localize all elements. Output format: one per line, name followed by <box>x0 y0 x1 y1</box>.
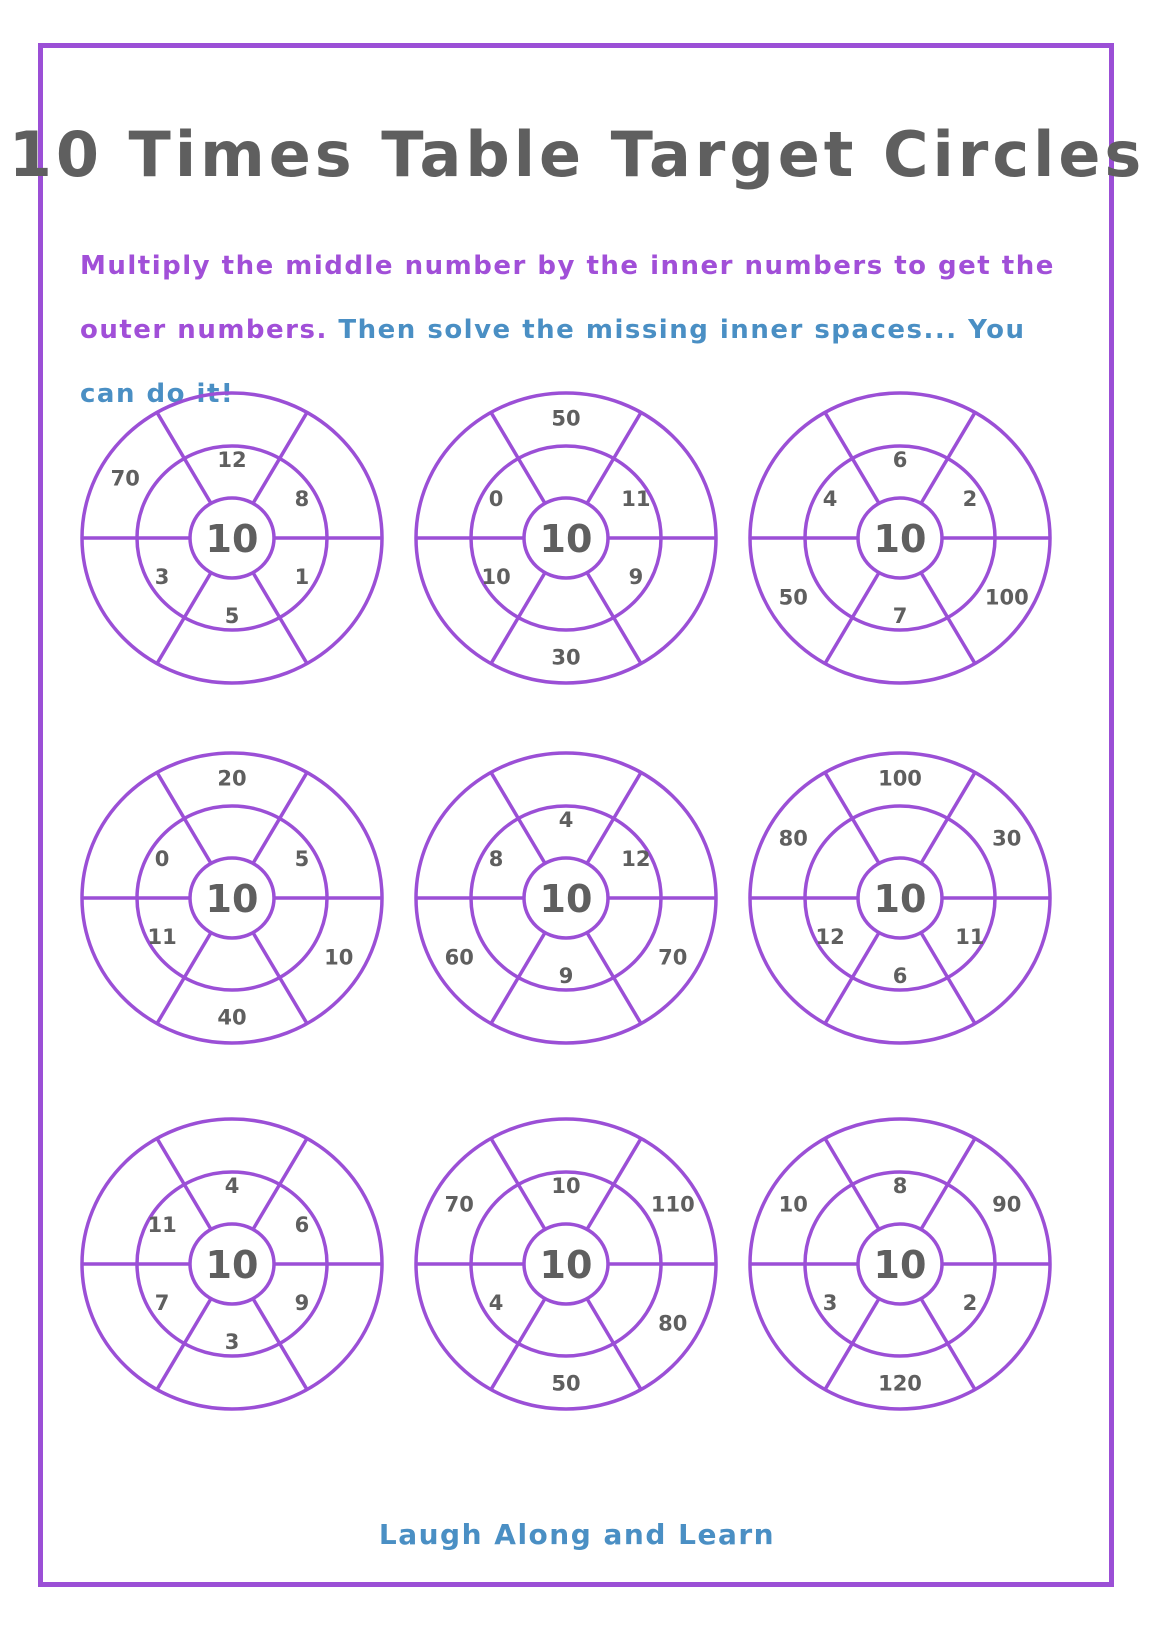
inner-number: 6 <box>294 1213 310 1238</box>
inner-number: 3 <box>224 1329 240 1354</box>
outer-number: 50 <box>551 406 581 431</box>
outer-number: 80 <box>778 826 808 851</box>
target-circle-graphic <box>72 1114 392 1424</box>
sector-divider <box>587 1138 641 1229</box>
target-circle <box>740 1114 1060 1424</box>
inner-number: 3 <box>154 564 170 589</box>
target-circle <box>740 388 1060 698</box>
sector-divider <box>587 933 641 1024</box>
inner-number: 9 <box>628 564 644 589</box>
inner-number: 5 <box>294 847 310 872</box>
outer-number: 120 <box>878 1371 922 1396</box>
target-circle-graphic <box>740 748 1060 1058</box>
sector-divider <box>491 1138 545 1229</box>
inner-number: 6 <box>892 448 908 473</box>
outer-number: 20 <box>217 766 247 791</box>
instructions-part2: Then solve the missing inner spaces... You can do it! <box>80 315 1026 409</box>
sector-divider <box>157 412 211 503</box>
inner-number: 9 <box>558 963 574 988</box>
inner-number: 8 <box>294 487 310 512</box>
inner-number: 2 <box>962 487 978 512</box>
sector-divider <box>825 573 879 664</box>
target-circle <box>72 748 392 1058</box>
inner-number: 9 <box>294 1290 310 1315</box>
target-circle <box>406 388 726 698</box>
outer-number: 70 <box>110 466 140 491</box>
outer-number: 30 <box>992 826 1022 851</box>
outer-number: 60 <box>444 945 474 970</box>
inner-number: 10 <box>481 564 511 589</box>
sector-divider <box>921 573 975 664</box>
center-number: 10 <box>539 1243 593 1287</box>
outer-number: 110 <box>650 1192 695 1217</box>
inner-number: 4 <box>224 1174 240 1199</box>
center-number: 10 <box>873 1243 927 1287</box>
outer-number: 80 <box>658 1311 688 1336</box>
inner-number: 1 <box>294 564 310 589</box>
outer-number: 70 <box>444 1192 474 1217</box>
inner-number: 5 <box>224 603 240 628</box>
inner-number: 0 <box>488 487 504 512</box>
sector-divider <box>491 933 545 1024</box>
outer-number: 50 <box>778 585 808 610</box>
inner-number: 6 <box>892 963 908 988</box>
outer-number: 100 <box>878 766 922 791</box>
inner-number: 0 <box>154 847 170 872</box>
target-circle-graphic <box>406 748 726 1058</box>
inner-number: 11 <box>147 1213 177 1238</box>
inner-number: 12 <box>621 847 651 872</box>
outer-number: 30 <box>551 645 581 670</box>
center-number: 10 <box>539 517 593 561</box>
center-number: 10 <box>205 517 259 561</box>
target-circle <box>406 748 726 1058</box>
sector-divider <box>825 1138 879 1229</box>
sector-divider <box>253 933 307 1024</box>
target-circle-graphic <box>72 388 392 698</box>
sector-divider <box>587 1299 641 1390</box>
inner-number: 3 <box>822 1290 838 1315</box>
inner-number: 11 <box>147 924 177 949</box>
inner-number: 7 <box>154 1290 170 1315</box>
target-circle <box>406 1114 726 1424</box>
inner-number: 4 <box>822 487 838 512</box>
inner-number: 4 <box>558 808 574 833</box>
center-number: 10 <box>205 1243 259 1287</box>
sector-divider <box>921 1138 975 1229</box>
inner-number: 12 <box>815 924 845 949</box>
center-number: 10 <box>205 877 259 921</box>
target-circle-graphic <box>406 388 726 698</box>
inner-number: 11 <box>621 487 651 512</box>
outer-number: 50 <box>551 1371 581 1396</box>
outer-number: 10 <box>324 945 354 970</box>
target-circle-graphic <box>740 388 1060 698</box>
inner-number: 12 <box>217 448 247 473</box>
target-circle <box>740 748 1060 1058</box>
inner-number: 7 <box>892 603 908 628</box>
sector-divider <box>921 772 975 863</box>
target-circle <box>72 388 392 698</box>
inner-number: 2 <box>962 1290 978 1315</box>
outer-number: 100 <box>984 585 1029 610</box>
outer-number: 90 <box>992 1192 1022 1217</box>
center-number: 10 <box>873 517 927 561</box>
footer-brand: Laugh Along and Learn <box>378 1518 776 1551</box>
sector-divider <box>825 772 879 863</box>
inner-number: 8 <box>892 1174 908 1199</box>
outer-number: 40 <box>217 1005 247 1030</box>
target-circle-graphic <box>72 748 392 1058</box>
outer-number: 70 <box>658 945 688 970</box>
target-circle-graphic <box>740 1114 1060 1424</box>
instructions-part1: Multiply the middle number by the inner numbers to get the outer numbers. <box>80 251 1055 345</box>
target-circle <box>72 1114 392 1424</box>
center-number: 10 <box>539 877 593 921</box>
page-title: 10 Times Table Target Circles <box>8 118 1146 191</box>
inner-number: 10 <box>551 1174 581 1199</box>
center-number: 10 <box>873 877 927 921</box>
outer-number: 10 <box>778 1192 808 1217</box>
target-circle-graphic <box>406 1114 726 1424</box>
inner-number: 11 <box>955 924 985 949</box>
inner-number: 4 <box>488 1290 504 1315</box>
inner-number: 8 <box>488 847 504 872</box>
